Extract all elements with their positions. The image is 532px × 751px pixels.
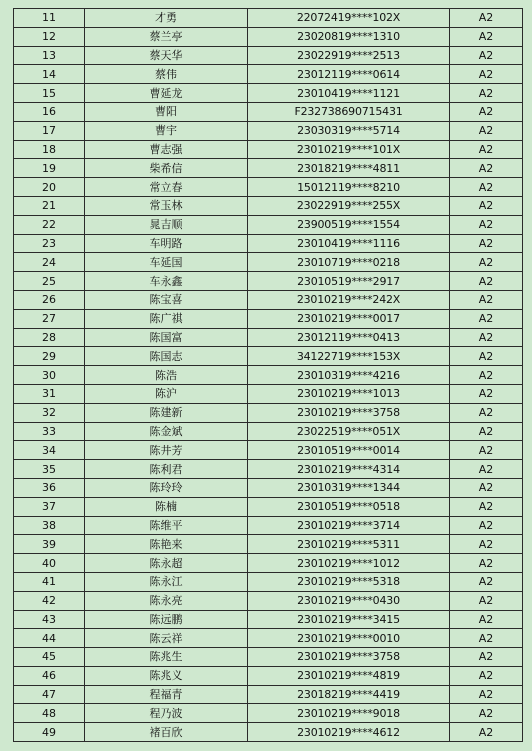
table-row [14,65,523,84]
license-class-cell[interactable]: A2 [450,159,523,178]
license-class-cell[interactable]: A2 [450,723,523,742]
id-number-cell[interactable]: 23010219****0430 [248,591,450,610]
id-number-cell[interactable]: 23012119****0614 [248,65,450,84]
row-number-cell[interactable]: 44 [14,629,85,648]
row-number-cell[interactable]: 37 [14,497,85,516]
table-row [14,328,523,347]
license-class-cell[interactable]: A2 [450,497,523,516]
table-row [14,572,523,591]
id-number-cell[interactable]: 23010219****101X [248,140,450,159]
table-row [14,554,523,573]
name-cell[interactable]: 陈云祥 [85,629,248,648]
id-number-cell[interactable]: 23010219****9018 [248,704,450,723]
name-cell[interactable]: 陈广祺 [85,309,248,328]
license-class-cell[interactable]: A2 [450,384,523,403]
row-number-cell[interactable]: 24 [14,253,85,272]
id-number-cell[interactable]: 23010219****4819 [248,666,450,685]
table-row [14,121,523,140]
license-class-cell[interactable]: A2 [450,422,523,441]
name-cell[interactable]: 蔡兰亭 [85,27,248,46]
name-cell[interactable]: 车延国 [85,253,248,272]
id-number-cell[interactable]: 23010519****0014 [248,441,450,460]
row-number-cell[interactable]: 34 [14,441,85,460]
license-class-cell[interactable]: A2 [450,309,523,328]
id-number-cell[interactable]: 23010219****3758 [248,403,450,422]
table-row [14,497,523,516]
license-class-cell[interactable]: A2 [450,610,523,629]
name-cell[interactable]: 才勇 [85,9,248,28]
id-number-cell[interactable]: 23010219****5311 [248,535,450,554]
license-class-cell[interactable]: A2 [450,591,523,610]
row-number-cell[interactable]: 49 [14,723,85,742]
table-row [14,272,523,291]
id-number-cell[interactable]: 23010219****3714 [248,516,450,535]
row-number-cell[interactable]: 45 [14,648,85,667]
table-row [14,704,523,723]
name-cell[interactable]: 陈井芳 [85,441,248,460]
table-row [14,591,523,610]
table-row [14,27,523,46]
license-class-cell[interactable]: A2 [450,178,523,197]
id-number-cell[interactable]: 23022519****051X [248,422,450,441]
name-cell[interactable]: 陈楠 [85,497,248,516]
name-cell[interactable]: 常玉林 [85,196,248,215]
table-row [14,253,523,272]
row-number-cell[interactable]: 26 [14,290,85,309]
id-number-cell[interactable]: F232738690715431 [248,102,450,121]
license-class-cell[interactable]: A2 [450,234,523,253]
table-row [14,422,523,441]
id-number-cell[interactable]: 23020819****1310 [248,27,450,46]
id-number-cell[interactable]: 23010219****0010 [248,629,450,648]
table-row [14,215,523,234]
license-class-cell[interactable]: A2 [450,535,523,554]
table-row [14,516,523,535]
id-number-cell[interactable]: 23010219****0017 [248,309,450,328]
table-row [14,234,523,253]
license-class-cell[interactable]: A2 [450,27,523,46]
id-number-cell[interactable]: 23022919****255X [248,196,450,215]
row-number-cell[interactable]: 25 [14,272,85,291]
id-number-cell[interactable]: 23010219****4612 [248,723,450,742]
license-class-cell[interactable]: A2 [450,102,523,121]
table-row [14,290,523,309]
roster-table-body [14,9,523,742]
name-cell[interactable]: 车永鑫 [85,272,248,291]
license-class-cell[interactable]: A2 [450,666,523,685]
name-cell[interactable]: 陈兆生 [85,648,248,667]
row-number-cell[interactable]: 19 [14,159,85,178]
table-row [14,666,523,685]
row-number-cell[interactable]: 33 [14,422,85,441]
row-number-cell[interactable]: 12 [14,27,85,46]
license-class-cell[interactable]: A2 [450,554,523,573]
license-class-cell[interactable]: A2 [450,648,523,667]
table-row [14,196,523,215]
id-number-cell[interactable]: 23010419****1121 [248,84,450,103]
table-row [14,347,523,366]
id-number-cell[interactable]: 23010219****3758 [248,648,450,667]
row-number-cell[interactable]: 30 [14,366,85,385]
table-row [14,84,523,103]
row-number-cell[interactable]: 42 [14,591,85,610]
name-cell[interactable]: 陈宝喜 [85,290,248,309]
name-cell[interactable]: 柴希信 [85,159,248,178]
row-number-cell[interactable]: 18 [14,140,85,159]
id-number-cell[interactable]: 23030319****5714 [248,121,450,140]
table-row [14,102,523,121]
table-row [14,178,523,197]
row-number-cell[interactable]: 40 [14,554,85,573]
name-cell[interactable]: 常立春 [85,178,248,197]
row-number-cell[interactable]: 46 [14,666,85,685]
license-class-cell[interactable]: A2 [450,121,523,140]
table-row [14,723,523,742]
row-number-cell[interactable]: 36 [14,478,85,497]
name-cell[interactable]: 陈艳来 [85,535,248,554]
id-number-cell[interactable]: 23018219****4811 [248,159,450,178]
row-number-cell[interactable]: 27 [14,309,85,328]
license-class-cell[interactable]: A2 [450,572,523,591]
name-cell[interactable]: 陈维平 [85,516,248,535]
name-cell[interactable]: 程福青 [85,685,248,704]
id-number-cell[interactable]: 23010219****242X [248,290,450,309]
name-cell[interactable]: 程乃波 [85,704,248,723]
name-cell[interactable]: 曹志强 [85,140,248,159]
id-number-cell[interactable]: 23012119****0413 [248,328,450,347]
table-row [14,309,523,328]
row-number-cell[interactable]: 17 [14,121,85,140]
table-row [14,46,523,65]
id-number-cell[interactable]: 23010319****4216 [248,366,450,385]
row-number-cell[interactable]: 20 [14,178,85,197]
table-row [14,403,523,422]
name-cell[interactable]: 曹延龙 [85,84,248,103]
id-number-cell[interactable]: 15012119****8210 [248,178,450,197]
id-number-cell[interactable]: 23010219****4314 [248,460,450,479]
table-row [14,9,523,28]
row-number-cell[interactable]: 16 [14,102,85,121]
row-number-cell[interactable]: 15 [14,84,85,103]
table-row [14,478,523,497]
row-number-cell[interactable]: 28 [14,328,85,347]
id-number-cell[interactable]: 23010519****2917 [248,272,450,291]
name-cell[interactable]: 陈国志 [85,347,248,366]
row-number-cell[interactable]: 13 [14,46,85,65]
id-number-cell[interactable]: 23900519****1554 [248,215,450,234]
table-row [14,648,523,667]
id-number-cell[interactable]: 23022919****2513 [248,46,450,65]
license-class-cell[interactable]: A2 [450,84,523,103]
name-cell[interactable]: 陈国富 [85,328,248,347]
row-number-cell[interactable]: 38 [14,516,85,535]
table-row [14,460,523,479]
name-cell[interactable]: 蔡天华 [85,46,248,65]
table-row [14,685,523,704]
table-row [14,159,523,178]
row-number-cell[interactable]: 41 [14,572,85,591]
roster-table [13,8,523,742]
id-number-cell[interactable]: 23010219****3415 [248,610,450,629]
license-class-cell[interactable]: A2 [450,215,523,234]
row-number-cell[interactable]: 21 [14,196,85,215]
name-cell[interactable]: 曹阳 [85,102,248,121]
row-number-cell[interactable]: 29 [14,347,85,366]
name-cell[interactable]: 陈永超 [85,554,248,573]
license-class-cell[interactable]: A2 [450,685,523,704]
id-number-cell[interactable]: 23018219****4419 [248,685,450,704]
license-class-cell[interactable]: A2 [450,629,523,648]
row-number-cell[interactable]: 48 [14,704,85,723]
table-row [14,441,523,460]
license-class-cell[interactable]: A2 [450,9,523,28]
name-cell[interactable]: 陈永江 [85,572,248,591]
license-class-cell[interactable]: A2 [450,290,523,309]
license-class-cell[interactable]: A2 [450,460,523,479]
name-cell[interactable]: 陈永亮 [85,591,248,610]
license-class-cell[interactable]: A2 [450,328,523,347]
name-cell[interactable]: 陈浩 [85,366,248,385]
id-number-cell[interactable]: 23010219****1012 [248,554,450,573]
table-row [14,140,523,159]
name-cell[interactable]: 陈远鹏 [85,610,248,629]
license-class-cell[interactable]: A2 [450,403,523,422]
license-class-cell[interactable]: A2 [450,516,523,535]
name-cell[interactable]: 陈兆义 [85,666,248,685]
row-number-cell[interactable]: 22 [14,215,85,234]
name-cell[interactable]: 陈沪 [85,384,248,403]
table-row [14,366,523,385]
name-cell[interactable]: 褚百欣 [85,723,248,742]
license-class-cell[interactable]: A2 [450,704,523,723]
license-class-cell[interactable]: A2 [450,347,523,366]
name-cell[interactable]: 陈玲玲 [85,478,248,497]
id-number-cell[interactable]: 23010519****0518 [248,497,450,516]
id-number-cell[interactable]: 23010419****1116 [248,234,450,253]
row-number-cell[interactable]: 47 [14,685,85,704]
license-class-cell[interactable]: A2 [450,46,523,65]
row-number-cell[interactable]: 14 [14,65,85,84]
id-number-cell[interactable]: 23010219****1013 [248,384,450,403]
name-cell[interactable]: 曹宇 [85,121,248,140]
id-number-cell[interactable]: 23010319****1344 [248,478,450,497]
row-number-cell[interactable]: 39 [14,535,85,554]
license-class-cell[interactable]: A2 [450,253,523,272]
name-cell[interactable]: 陈利君 [85,460,248,479]
license-class-cell[interactable]: A2 [450,140,523,159]
table-row [14,629,523,648]
id-number-cell[interactable]: 22072419****102X [248,9,450,28]
row-number-cell[interactable]: 43 [14,610,85,629]
license-class-cell[interactable]: A2 [450,196,523,215]
license-class-cell[interactable]: A2 [450,272,523,291]
id-number-cell[interactable]: 34122719****153X [248,347,450,366]
table-row [14,535,523,554]
row-number-cell[interactable]: 32 [14,403,85,422]
name-cell[interactable]: 陈建新 [85,403,248,422]
license-class-cell[interactable]: A2 [450,366,523,385]
name-cell[interactable]: 晁吉顺 [85,215,248,234]
table-row [14,610,523,629]
id-number-cell[interactable]: 23010219****5318 [248,572,450,591]
table-row [14,384,523,403]
row-number-cell[interactable]: 11 [14,9,85,28]
name-cell[interactable]: 车明路 [85,234,248,253]
row-number-cell[interactable]: 23 [14,234,85,253]
row-number-cell[interactable]: 35 [14,460,85,479]
license-class-cell[interactable]: A2 [450,478,523,497]
row-number-cell[interactable]: 31 [14,384,85,403]
license-class-cell[interactable]: A2 [450,65,523,84]
name-cell[interactable]: 蔡伟 [85,65,248,84]
id-number-cell[interactable]: 23010719****0218 [248,253,450,272]
name-cell[interactable]: 陈金斌 [85,422,248,441]
license-class-cell[interactable]: A2 [450,441,523,460]
